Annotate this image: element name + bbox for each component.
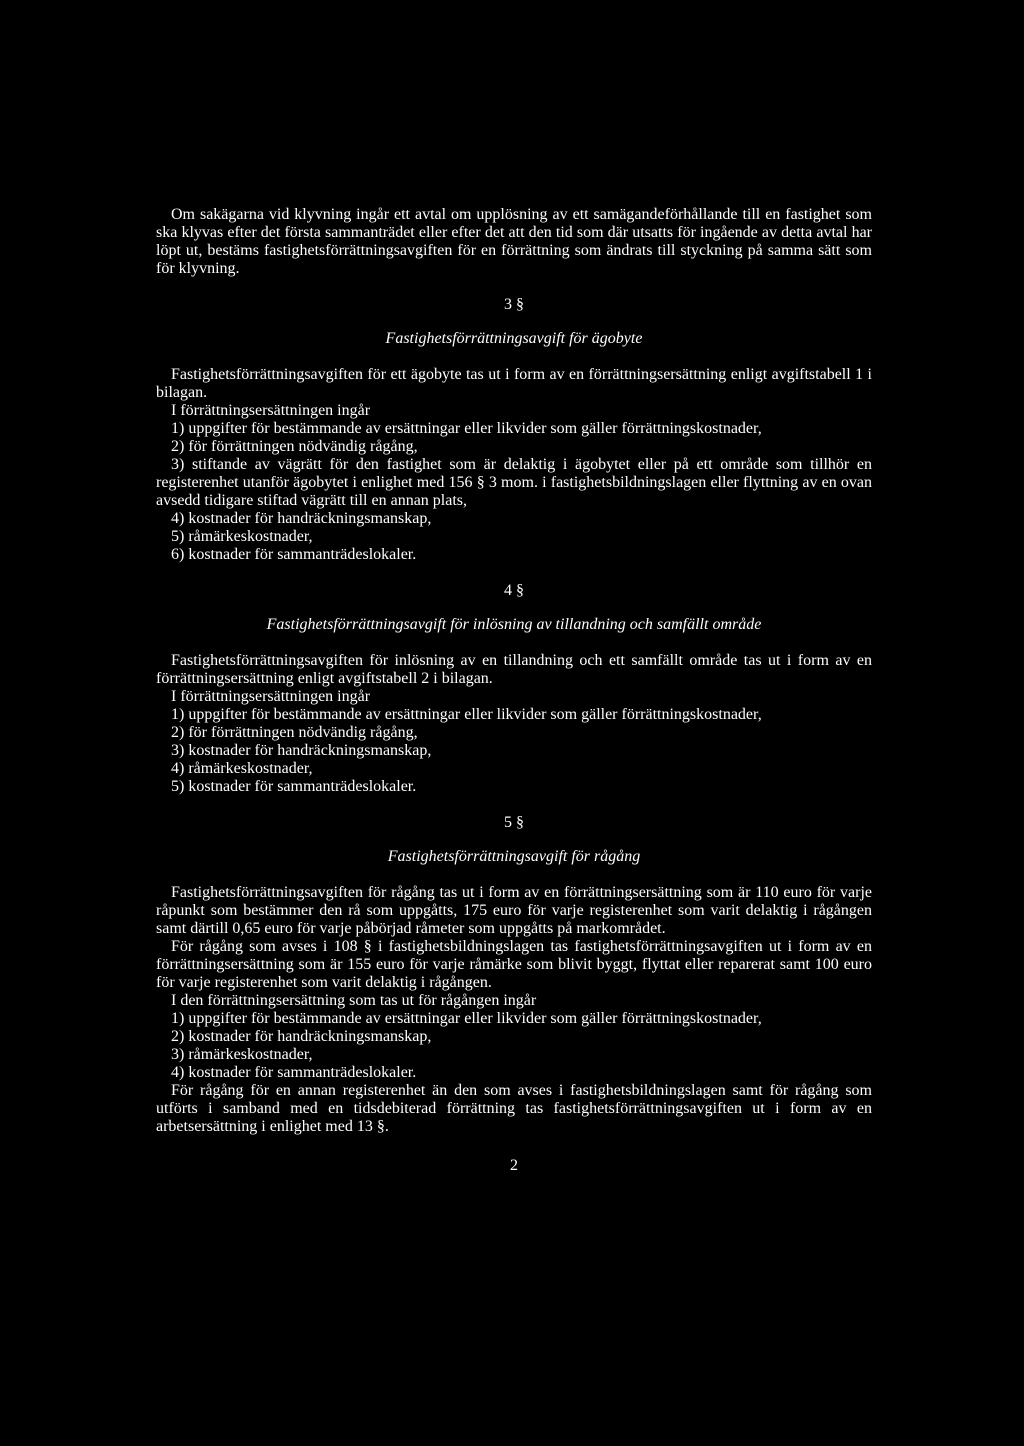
section-heading: Fastighetsförrättningsavgift för ägobyte xyxy=(385,330,643,347)
page-number: 2 xyxy=(510,1157,518,1174)
list-item: 1) uppgifter för bestämmande av ersättningar eller likvider som gäller förrättningskostnader, xyxy=(171,1010,762,1027)
section-number: 4 § xyxy=(504,582,524,599)
list-item: 3) stiftande av vägrätt för den fastighet som är delaktig i ägobytet eller på ett område som tillhör en registerenhet utanför ägobytet i enlighet med 156 § 3 mom. i fastighetsbildningslagen eller flyttning av en ovan avsedd tidigare stiftad vägrätt till en annan plats, xyxy=(156,456,872,509)
list-item: 2) för förrättningen nödvändig rågång, xyxy=(171,724,418,741)
list-item: 5) kostnader för sammanträdeslokaler. xyxy=(171,778,417,795)
paragraph: För rågång för en annan registerenhet än den som avses i fastighetsbildningslagen samt för rågång som utförts i samband med en tidsdebiterad förrättning tas fastighetsförrättningsavgiften ut i form av en arbetsersättning i enlighet med 13 §. xyxy=(156,1082,872,1135)
section-5 xyxy=(156,814,872,1136)
section-number: 3 § xyxy=(504,296,524,313)
paragraph: Fastighetsförrättningsavgiften för ett ägobyte tas ut i form av en förrättningsersättning enligt avgiftstabell 1 i bilagan. xyxy=(156,366,872,401)
document-page xyxy=(156,206,872,1175)
section-heading: Fastighetsförrättningsavgift för rågång xyxy=(387,848,641,865)
section-heading: Fastighetsförrättningsavgift för inlösning av tillandning och samfällt område xyxy=(266,616,762,633)
intro-paragraph: Om sakägarna vid klyvning ingår ett avtal om upplösning av ett samägandeförhållande till en fastighet som ska klyvas efter det första sammanträdet eller efter det att den tid som där utsatts för ingående av detta avtal har löpt ut, bestäms fastighetsförrättningsavgiften för en förrättning som ändrats till styckning på samma sätt som för klyvning. xyxy=(156,206,872,277)
list-item: 5) råmärkeskostnader, xyxy=(171,528,313,545)
list-intro: I den förrättningsersättning som tas ut för rågången ingår xyxy=(171,992,537,1009)
list-item: 1) uppgifter för bestämmande av ersättningar eller likvider som gäller förrättningskostnader, xyxy=(171,420,762,437)
list-item: 6) kostnader för sammanträdeslokaler. xyxy=(171,546,417,563)
paragraph: Fastighetsförrättningsavgiften för rågång tas ut i form av en förrättningsersättning som är 110 euro för varje råpunkt som bestämmer den rå som uppgåtts, 175 euro för varje registerenhet som varit delaktig i rågången samt därtill 0,65 euro för varje påbörjad råmeter som uppgåtts på markområdet. xyxy=(156,884,872,937)
list-item: 4) kostnader för handräckningsmanskap, xyxy=(171,510,432,527)
paragraph: För rågång som avses i 108 § i fastighetsbildningslagen tas fastighetsförrättningsavgiften ut i form av en förrättningsersättning som är 155 euro för varje råmärke som blivit byggt, flyttat eller reparerat samt 100 euro för varje registerenhet som varit delaktig i rågången. xyxy=(156,938,872,991)
list-item: 3) kostnader för handräckningsmanskap, xyxy=(171,742,432,759)
list-item: 2) för förrättningen nödvändig rågång, xyxy=(171,438,418,455)
section-4 xyxy=(156,582,872,796)
section-3 xyxy=(156,296,872,564)
list-item: 1) uppgifter för bestämmande av ersättningar eller likvider som gäller förrättningskostnader, xyxy=(171,706,762,723)
paragraph: Fastighetsförrättningsavgiften för inlösning av en tillandning och ett samfällt område tas ut i form av en förrättningsersättning enligt avgiftstabell 2 i bilagan. xyxy=(156,652,872,687)
section-number: 5 § xyxy=(504,814,524,831)
list-item: 4) kostnader för sammanträdeslokaler. xyxy=(171,1064,417,1081)
list-intro: I förrättningsersättningen ingår xyxy=(171,402,371,419)
list-item: 2) kostnader för handräckningsmanskap, xyxy=(171,1028,432,1045)
list-item: 4) råmärkeskostnader, xyxy=(171,760,313,777)
list-item: 3) råmärkeskostnader, xyxy=(171,1046,313,1063)
list-intro: I förrättningsersättningen ingår xyxy=(171,688,371,705)
